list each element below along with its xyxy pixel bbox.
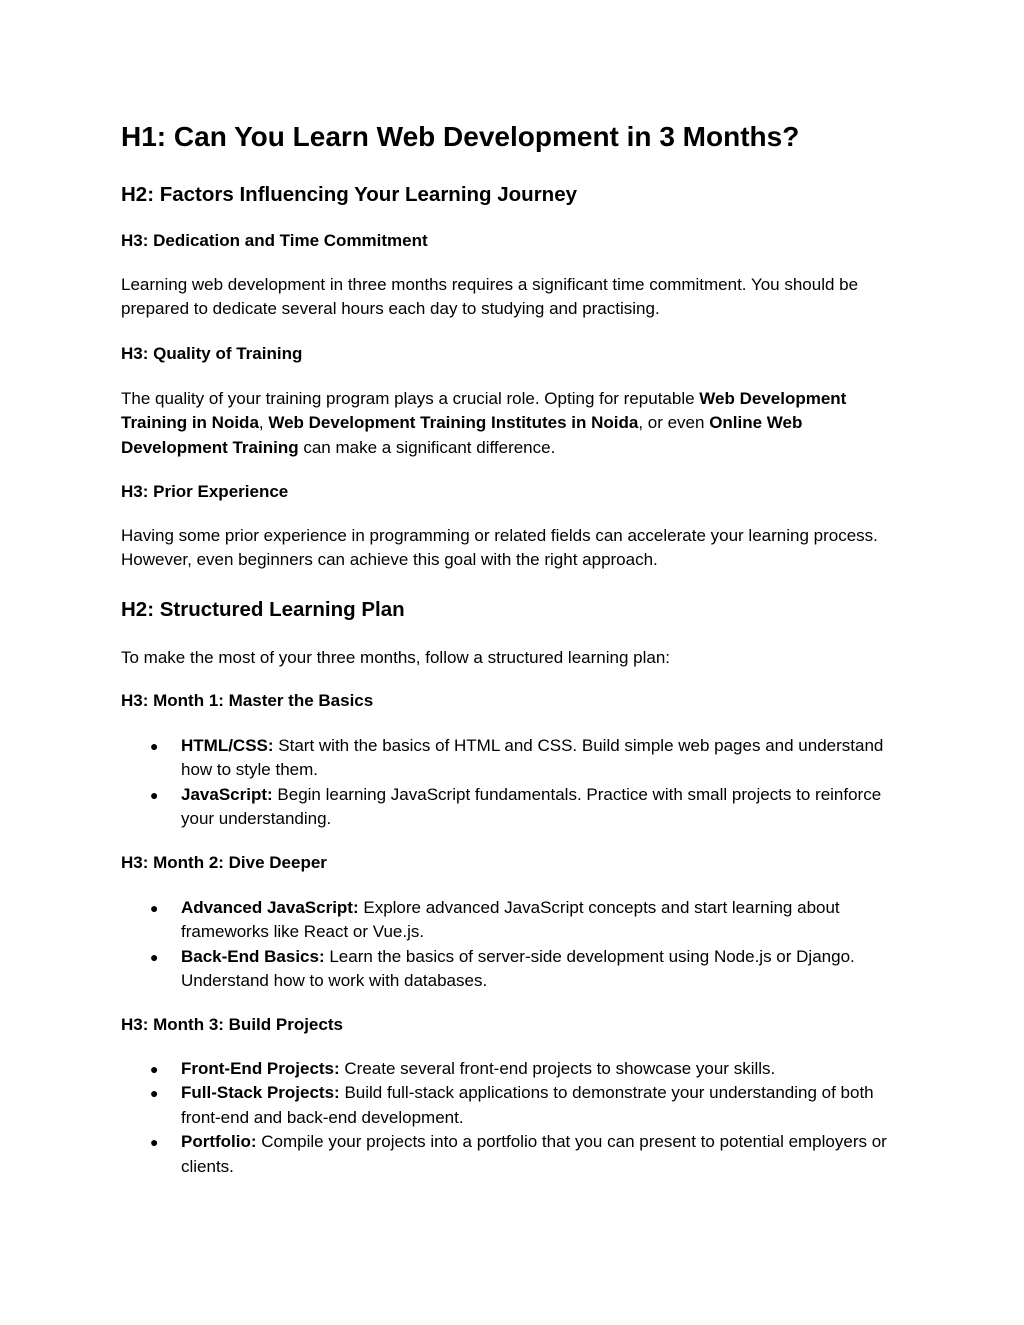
page-title: H1: Can You Learn Web Development in 3 Months? — [121, 121, 800, 152]
paragraph-plan-intro: To make the most of your three months, follow a structured learning plan: — [121, 648, 670, 667]
list-item-text: Learn the basics of server-side development using Node.js or Django. Understand how to work with databases. — [181, 946, 855, 991]
quality-text-1: The quality of your training program plays a crucial role. Opting for reputable — [121, 389, 700, 408]
bullet-icon: ● — [150, 1061, 159, 1077]
bullet-icon: ● — [150, 948, 159, 965]
list-item — [121, 1130, 911, 1179]
paragraph-dedication: Learning web development in three months requires a significant time commitment. You should be prepared to dedicate several hours each day to studying and practising. — [121, 275, 859, 319]
list-item — [121, 945, 911, 994]
list-item — [121, 783, 911, 832]
list-item-text: Explore advanced JavaScript concepts and start learning about frameworks like React or Vue.js. — [181, 898, 840, 942]
month-3-list — [121, 1057, 911, 1179]
paragraph-prior-experience: Having some prior experience in programming or related fields can accelerate your learning process. However, even beginners can achieve this goal with the right approach. — [121, 526, 878, 570]
list-item — [121, 1081, 911, 1130]
list-item-label: HTML/CSS: — [181, 736, 274, 755]
month-1-list — [121, 734, 911, 832]
list-item-text: Build full-stack applications to demonstrate your understanding of both front-end and back-end development. — [181, 1083, 874, 1127]
subheading-quality: H3: Quality of Training — [121, 344, 303, 363]
list-item-label: JavaScript: — [181, 784, 273, 804]
list-item — [121, 1057, 911, 1081]
bullet-icon: ● — [150, 1134, 159, 1151]
paragraph-quality — [121, 387, 911, 460]
quality-text-3: , or even — [638, 413, 710, 433]
list-item-label: Back-End Basics: — [181, 946, 325, 966]
list-item-text: Create several front-end projects to showcase your skills. — [339, 1059, 776, 1078]
section-heading-plan: H2: Structured Learning Plan — [121, 598, 405, 621]
bullet-icon: ● — [150, 738, 159, 754]
subheading-month-1: H3: Month 1: Master the Basics — [121, 691, 374, 710]
list-item-label: Full-Stack Projects: — [181, 1083, 340, 1103]
subheading-dedication: H3: Dedication and Time Commitment — [121, 231, 428, 250]
list-item-text: Begin learning JavaScript fundamentals. Practice with small projects to reinforce your understanding. — [181, 784, 882, 829]
quality-bold-3: Online Web Development Training — [121, 413, 803, 457]
list-item-label: Front-End Projects: — [181, 1059, 340, 1078]
list-item-label: Advanced JavaScript: — [181, 898, 359, 917]
bullet-icon: ● — [150, 900, 159, 916]
subheading-month-2: H3: Month 2: Dive Deeper — [121, 853, 327, 872]
month-2-list — [121, 896, 911, 994]
bullet-icon: ● — [150, 1085, 159, 1102]
subheading-month-3: H3: Month 3: Build Projects — [121, 1015, 343, 1034]
quality-text-2: , — [258, 413, 269, 433]
list-item — [121, 896, 911, 945]
quality-text-4: can make a significant difference. — [298, 437, 556, 457]
bullet-icon: ● — [150, 786, 159, 803]
quality-bold-1: Web Development Training in Noida — [121, 389, 847, 433]
list-item — [121, 734, 911, 783]
list-item-text: Start with the basics of HTML and CSS. Build simple web pages and understand how to style them. — [181, 736, 884, 780]
list-item-label: Portfolio: — [181, 1132, 257, 1152]
section-heading-factors: H2: Factors Influencing Your Learning Journey — [121, 183, 578, 206]
subheading-prior-experience: H3: Prior Experience — [121, 482, 289, 501]
list-item-text: Compile your projects into a portfolio that you can present to potential employers or clients. — [181, 1132, 887, 1176]
quality-bold-2: Web Development Training Institutes in Noida — [268, 413, 639, 433]
